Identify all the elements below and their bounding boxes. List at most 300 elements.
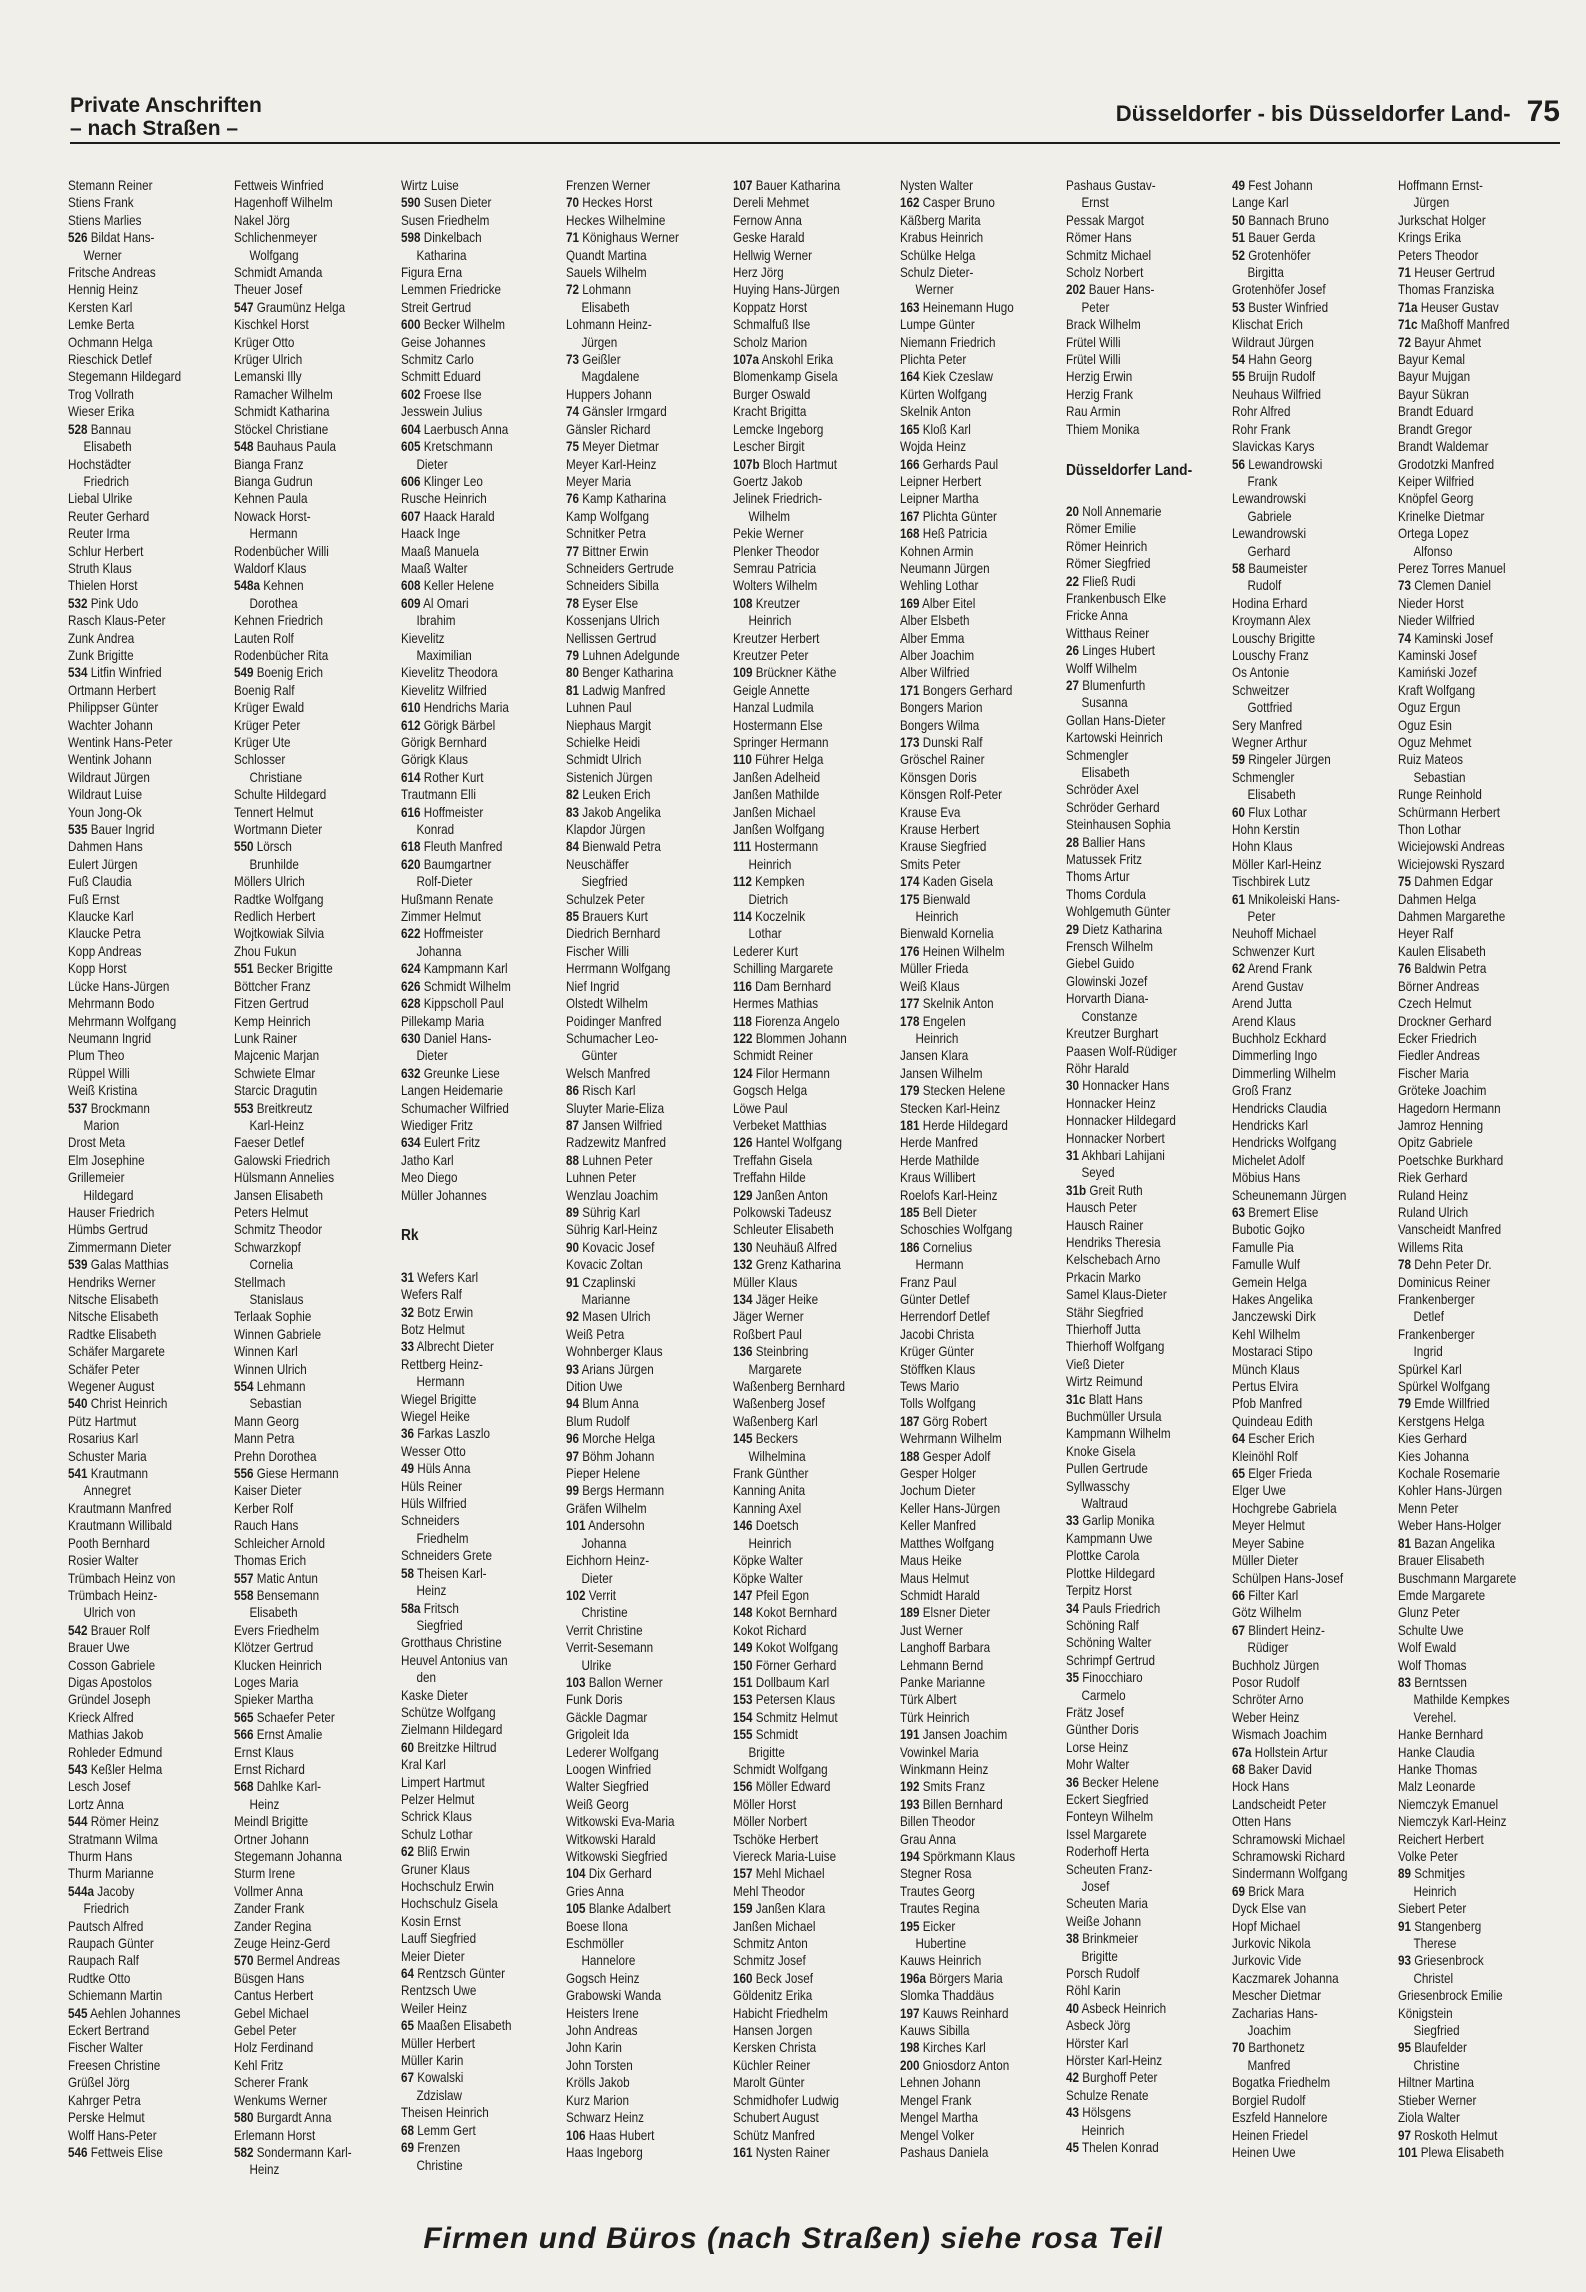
entry-continuation: Seyed xyxy=(1081,1165,1115,1181)
resident-entry: Fettweis Winfried xyxy=(234,178,324,193)
house-number: 136 xyxy=(733,1344,753,1360)
resident-entry: Issel Margarete xyxy=(1066,1826,1147,1842)
address-entry xyxy=(1066,1077,1204,1094)
resident-name: Susen Dieter xyxy=(420,195,492,211)
address-entry xyxy=(1398,1918,1536,1935)
resident-entry: Fritsche Andreas xyxy=(68,265,156,281)
resident-entry: Pashaus Gustav- xyxy=(1066,178,1156,193)
resident-entry: Verbeket Matthias xyxy=(733,1117,827,1133)
resident-entry: Eszfeld Hannelore xyxy=(1232,2110,1328,2126)
resident-entry: Smits Peter xyxy=(900,856,961,872)
house-number: 539 xyxy=(68,1257,88,1273)
house-number: 31c xyxy=(1066,1391,1086,1407)
resident-name: Beckers xyxy=(752,1431,798,1447)
house-number: 150 xyxy=(733,1657,753,1673)
resident-name: Filor Hermann xyxy=(752,1065,830,1081)
address-entry xyxy=(1066,677,1204,694)
resident-entry: Semrau Patricia xyxy=(733,560,817,576)
resident-name: Hendrichs Maria xyxy=(420,700,509,716)
resident-entry: Lemmen Friedricke xyxy=(401,282,502,298)
house-number: 34 xyxy=(1066,1600,1080,1616)
entry-continuation: Dieter xyxy=(581,1570,613,1586)
resident-entry: Hochstädter xyxy=(68,456,132,472)
address-entry xyxy=(1398,2127,1536,2144)
address-entry xyxy=(566,1448,704,1465)
address-entry xyxy=(401,1843,539,1860)
address-entry xyxy=(1232,960,1370,977)
resident-entry: Boese Ilona xyxy=(566,1918,628,1934)
resident-entry: Hiltner Martina xyxy=(1398,2075,1475,2091)
resident-entry: Herde Mathilde xyxy=(900,1152,980,1168)
resident-entry: Emde Margarete xyxy=(1398,1587,1486,1603)
resident-entry: Schwarz Heinz xyxy=(566,2110,644,2126)
resident-name: Kauws Reinhard xyxy=(919,2005,1009,2021)
resident-name: Greit Ruth xyxy=(1086,1182,1143,1198)
resident-entry: Hochgrebe Gabriela xyxy=(1232,1500,1337,1516)
resident-name: Noll Annemarie xyxy=(1079,503,1162,519)
house-number: 155 xyxy=(733,1727,753,1743)
entry-continuation: Birgitta xyxy=(1247,265,1284,281)
resident-entry: Famulle Pia xyxy=(1232,1239,1294,1255)
address-entry xyxy=(900,1082,1038,1099)
resident-name: Fettweis Elise xyxy=(87,2144,163,2160)
resident-entry: Digas Apostolos xyxy=(68,1674,152,1690)
address-entry xyxy=(566,1361,704,1378)
resident-entry: Krüger Ulrich xyxy=(234,352,303,368)
resident-entry: Schrimpf Gertrud xyxy=(1066,1652,1156,1668)
entry-continuation: Heinrich xyxy=(748,1535,792,1551)
resident-name: Führer Helga xyxy=(751,752,824,768)
address-entry xyxy=(234,299,372,316)
house-number: 191 xyxy=(900,1727,920,1743)
resident-entry: Möbius Hans xyxy=(1232,1170,1301,1186)
address-entry xyxy=(733,1291,871,1308)
resident-name: Schmidt Wilhelm xyxy=(420,978,511,994)
resident-name: Bannach Bruno xyxy=(1245,212,1329,228)
entry-continuation: Maximilian xyxy=(416,647,472,663)
house-number: 114 xyxy=(733,909,752,925)
resident-entry: Wegner Arthur xyxy=(1232,735,1308,750)
house-number: 544 xyxy=(68,1814,88,1830)
address-entry xyxy=(900,1413,1038,1430)
resident-entry: Kauws Sibilla xyxy=(900,2023,970,2039)
resident-entry: Otten Hans xyxy=(1232,1814,1292,1830)
address-entry xyxy=(566,647,704,664)
resident-entry: Schmidt Reiner xyxy=(733,1048,813,1064)
resident-name: Görigk Bärbel xyxy=(420,717,496,733)
address-entry xyxy=(733,2144,871,2161)
resident-name: Bittner Erwin xyxy=(579,543,649,559)
resident-entry: Stegner Rosa xyxy=(900,1866,972,1882)
resident-entry: Brandt Waldemar xyxy=(1398,439,1489,455)
house-number: 83 xyxy=(566,804,580,820)
house-number: 28 xyxy=(1066,834,1080,850)
resident-entry: Horvarth Diana- xyxy=(1066,991,1149,1007)
resident-entry: Dereli Mehmet xyxy=(733,195,810,211)
resident-name: Kiek Czeslaw xyxy=(919,369,993,385)
resident-name: Bauer Katharina xyxy=(752,178,841,193)
address-entry xyxy=(401,1965,539,1982)
resident-entry: Scherer Frank xyxy=(234,2075,309,2091)
resident-entry: Geigle Annette xyxy=(733,682,810,698)
resident-entry: Kievelitz xyxy=(401,630,445,646)
entry-continuation: Elisabeth xyxy=(1247,787,1296,803)
house-number: 43 xyxy=(1066,2105,1080,2121)
resident-name: Benger Katharina xyxy=(579,665,674,681)
resident-entry: Meo Diego xyxy=(401,1170,458,1186)
resident-name: Hölsgens xyxy=(1079,2105,1131,2121)
address-entry xyxy=(234,1952,372,1969)
address-entry xyxy=(401,1065,539,1082)
resident-name: Pink Udo xyxy=(87,595,139,611)
house-number: 65 xyxy=(401,2018,415,2034)
resident-entry: Eckert Siegfried xyxy=(1066,1791,1149,1807)
resident-entry: Hodina Erhard xyxy=(1232,595,1308,611)
address-entry xyxy=(1232,1744,1370,1761)
resident-entry: Gries Anna xyxy=(566,1883,624,1899)
resident-entry: Schröder Axel xyxy=(1066,782,1139,798)
resident-entry: Weiler Heinz xyxy=(401,2000,468,2016)
resident-entry: Quandt Martina xyxy=(566,247,647,263)
resident-entry: Hörster Karl xyxy=(1066,2035,1129,2051)
resident-entry: Wegener August xyxy=(68,1379,155,1395)
resident-entry: Köpke Walter xyxy=(733,1553,803,1569)
address-entry xyxy=(68,664,206,681)
entry-continuation: Gerhard xyxy=(1247,543,1291,559)
resident-entry: Mengel Frank xyxy=(900,2092,972,2108)
resident-entry: Schneiders Gertrude xyxy=(566,560,674,576)
house-number: 112 xyxy=(733,874,752,890)
entry-continuation: Ibrahim xyxy=(416,613,456,629)
resident-name: Casper Bruno xyxy=(919,195,995,211)
house-number: 31 xyxy=(401,1269,415,1285)
resident-entry: Wiediger Fritz xyxy=(401,1117,474,1133)
resident-entry: Lücke Hans-Jürgen xyxy=(68,978,170,994)
entry-continuation: Johanna xyxy=(581,1535,627,1551)
resident-entry: Vowinkel Maria xyxy=(900,1744,979,1760)
resident-name: Bremert Elise xyxy=(1245,1204,1319,1220)
entry-continuation: Annegret xyxy=(83,1483,131,1499)
address-entry xyxy=(900,1117,1038,1134)
address-entry xyxy=(1232,299,1370,316)
resident-entry: Wiegel Heike xyxy=(401,1409,470,1425)
address-entry xyxy=(68,821,206,838)
address-entry xyxy=(401,595,539,612)
resident-entry: Posor Rudolf xyxy=(1232,1674,1300,1690)
address-entry xyxy=(401,386,539,403)
resident-entry: Wildraut Jürgen xyxy=(1232,334,1314,350)
house-number: 74 xyxy=(566,404,580,420)
resident-entry: Trautmann Elli xyxy=(401,787,476,803)
resident-entry: Heyer Ralf xyxy=(1398,926,1454,942)
resident-entry: Sturm Irene xyxy=(234,1866,296,1882)
resident-entry: Mehl Theodor xyxy=(733,1883,805,1899)
resident-entry: Stellmach xyxy=(234,1274,286,1290)
address-entry xyxy=(900,456,1038,473)
resident-entry: Funk Doris xyxy=(566,1692,623,1708)
resident-entry: Wiciejowski Ryszard xyxy=(1398,856,1505,872)
resident-name: Garlip Monika xyxy=(1079,1513,1155,1529)
resident-name: Hüls Anna xyxy=(414,1461,471,1477)
resident-entry: Erlemann Horst xyxy=(234,2127,316,2143)
resident-entry: Rusche Heinrich xyxy=(401,491,487,507)
resident-name: Hoffmeister xyxy=(420,926,484,942)
entry-continuation: Jürgen xyxy=(581,334,618,350)
house-number: 122 xyxy=(733,1030,753,1046)
resident-entry: Arend Klaus xyxy=(1232,1013,1296,1029)
resident-entry: Kampmann Wilhelm xyxy=(1066,1426,1171,1442)
resident-entry: Walter Siegfried xyxy=(566,1779,649,1795)
resident-entry: Schleicher Arnold xyxy=(234,1535,325,1551)
address-entry xyxy=(566,1239,704,1256)
resident-entry: Meindl Brigitte xyxy=(234,1814,309,1830)
resident-entry: Burger Oswald xyxy=(733,386,811,402)
address-entry xyxy=(68,1395,206,1412)
address-entry xyxy=(1398,1535,1536,1552)
house-number: 75 xyxy=(566,439,580,455)
spacer xyxy=(1066,438,1204,455)
resident-entry: Schuster Maria xyxy=(68,1448,147,1464)
address-entry xyxy=(234,1100,372,1117)
house-number: 194 xyxy=(900,1849,920,1864)
resident-entry: Schielke Heidi xyxy=(566,735,641,750)
resident-entry: Krabus Heinrich xyxy=(900,230,984,246)
resident-name: Czaplinski xyxy=(579,1274,636,1290)
resident-entry: Haas Ingeborg xyxy=(566,2144,643,2160)
house-number: 59 xyxy=(1232,752,1246,768)
resident-entry: Skelnik Anton xyxy=(900,404,971,420)
house-number: 91 xyxy=(1398,1918,1412,1934)
resident-entry: Witthaus Reiner xyxy=(1066,625,1150,641)
resident-entry: Cosson Gabriele xyxy=(68,1657,156,1673)
resident-entry: Roelofs Karl-Heinz xyxy=(900,1187,998,1203)
resident-entry: Lortz Anna xyxy=(68,1796,124,1812)
address-entry xyxy=(1232,456,1370,473)
resident-entry: Könsgen Rolf-Peter xyxy=(900,787,1003,803)
resident-entry: Kroymann Alex xyxy=(1232,613,1311,629)
resident-name: Akhbari Lahijani xyxy=(1079,1147,1165,1163)
spacer xyxy=(401,1251,539,1268)
house-number: 36 xyxy=(401,1426,415,1442)
resident-entry: Quindeau Edith xyxy=(1232,1413,1313,1429)
resident-entry: Ernst Klaus xyxy=(234,1744,294,1760)
house-number: 614 xyxy=(401,769,421,785)
resident-entry: Kaske Dieter xyxy=(401,1687,468,1703)
resident-name: Dinkelbach xyxy=(420,230,482,246)
resident-entry: Meyer Helmut xyxy=(1232,1518,1305,1534)
resident-entry: Thomas Erich xyxy=(234,1553,307,1569)
resident-name: Roskoth Helmut xyxy=(1411,2127,1498,2143)
entry-continuation: Peter xyxy=(1081,299,1110,315)
entry-continuation: Werner xyxy=(915,282,954,298)
house-number: 620 xyxy=(401,856,421,872)
house-number: 605 xyxy=(401,439,421,455)
house-number: 95 xyxy=(1398,2040,1412,2056)
resident-entry: Schneiders xyxy=(401,1513,460,1529)
resident-entry: Kosin Ernst xyxy=(401,1913,461,1929)
house-number: 202 xyxy=(1066,282,1086,298)
resident-entry: Witkowski Harald xyxy=(566,1831,656,1847)
address-entry xyxy=(733,456,871,473)
resident-entry: Hohn Klaus xyxy=(1232,839,1293,855)
resident-name: Jansen Joachim xyxy=(919,1727,1008,1743)
address-entry xyxy=(566,490,704,507)
address-entry xyxy=(1232,560,1370,577)
resident-name: Börgers Maria xyxy=(926,1970,1003,1986)
resident-entry: Dimmerling Wilhelm xyxy=(1232,1065,1336,1081)
resident-entry: Kievelitz Wilfried xyxy=(401,682,487,698)
address-entry xyxy=(900,2039,1038,2056)
house-number: 126 xyxy=(733,1135,753,1151)
resident-entry: Müller Karin xyxy=(401,2053,464,2069)
address-entry xyxy=(1232,1761,1370,1778)
house-number: 63 xyxy=(1232,1204,1246,1220)
resident-entry: Müller Klaus xyxy=(733,1274,798,1290)
entry-continuation: Heinrich xyxy=(915,909,959,925)
resident-entry: Fischer Walter xyxy=(68,2040,143,2056)
resident-entry: Wolff Hans-Peter xyxy=(68,2127,157,2143)
resident-name: Kretschmann xyxy=(420,439,493,455)
resident-entry: Kohler Hans-Jürgen xyxy=(1398,1483,1502,1499)
resident-entry: Oguz Esin xyxy=(1398,717,1452,733)
resident-entry: Krüger Ute xyxy=(234,735,291,750)
resident-entry: Mostaraci Stipo xyxy=(1232,1344,1313,1360)
resident-entry: Kraus Willibert xyxy=(900,1170,976,1186)
resident-entry: Hendriks Theresia xyxy=(1066,1234,1161,1250)
entry-continuation: Manfred xyxy=(1247,2057,1291,2073)
resident-name: Kaminski Josef xyxy=(1411,630,1493,646)
address-entry xyxy=(1398,1952,1536,1969)
resident-entry: Janßen Michael xyxy=(733,804,816,820)
resident-entry: Klaucke Petra xyxy=(68,926,141,942)
resident-name: Kowalski xyxy=(414,2070,464,2086)
resident-entry: Tischbirek Lutz xyxy=(1232,874,1311,890)
resident-entry: Holz Ferdinand xyxy=(234,2040,314,2056)
entry-continuation: Dieter xyxy=(416,456,448,472)
resident-entry: Rüppel Willi xyxy=(68,1065,130,1081)
house-number: 602 xyxy=(401,386,421,402)
entry-continuation: Brigitte xyxy=(1081,1948,1118,1964)
house-number: 92 xyxy=(566,1309,580,1325)
resident-entry: Klapdor Jürgen xyxy=(566,822,646,838)
entry-continuation: Stanislaus xyxy=(249,1292,304,1307)
resident-entry: Plum Theo xyxy=(68,1048,125,1064)
resident-entry: Vollmer Anna xyxy=(234,1883,303,1899)
resident-entry: Honnacker Norbert xyxy=(1066,1130,1165,1146)
resident-entry: Alber Emma xyxy=(900,630,965,646)
entry-continuation: Marion xyxy=(83,1117,120,1133)
address-entry xyxy=(1066,281,1204,298)
resident-entry: Schmitz Josef xyxy=(733,1953,806,1969)
resident-name: Gerhards Paul xyxy=(919,456,999,472)
resident-entry: Grau Anna xyxy=(900,1831,956,1847)
resident-name: Grenz Katharina xyxy=(752,1257,841,1273)
resident-entry: Dahmen Helga xyxy=(1398,891,1476,907)
house-number: 72 xyxy=(566,282,580,298)
address-entry xyxy=(401,995,539,1012)
resident-entry: Oguz Ergun xyxy=(1398,700,1461,716)
spacer xyxy=(1066,486,1204,503)
resident-entry: Blum Rudolf xyxy=(566,1413,630,1429)
house-number: 193 xyxy=(900,1796,920,1812)
resident-entry: Wefers Ralf xyxy=(401,1287,462,1303)
resident-entry: Struth Klaus xyxy=(68,560,132,576)
entry-continuation: Elisabeth xyxy=(1081,765,1130,780)
address-entry xyxy=(733,177,871,194)
resident-entry: Gesper Holger xyxy=(900,1466,977,1482)
resident-entry: Michelet Adolf xyxy=(1232,1152,1305,1168)
address-entry xyxy=(1066,1669,1204,1686)
resident-entry: Zunk Andrea xyxy=(68,630,135,646)
resident-entry: Kamp Wolfgang xyxy=(566,508,649,524)
resident-name: Verrit xyxy=(585,1587,617,1603)
resident-name: Billen Bernhard xyxy=(919,1796,1003,1812)
resident-name: Daniel Hans- xyxy=(420,1030,492,1046)
address-entry xyxy=(1398,1256,1536,1273)
entry-continuation: Zdzislaw xyxy=(416,2087,462,2103)
resident-name: Andersohn xyxy=(585,1518,645,1534)
house-number: 76 xyxy=(1398,961,1412,977)
address-entry xyxy=(68,421,206,438)
resident-entry: Famulle Wulf xyxy=(1232,1257,1301,1273)
resident-entry: Dimmerling Ingo xyxy=(1232,1048,1318,1064)
resident-entry: Winnen Gabriele xyxy=(234,1326,322,1342)
resident-entry: Hagedorn Hermann xyxy=(1398,1100,1501,1116)
address-entry xyxy=(1066,1930,1204,1947)
house-number: 197 xyxy=(900,2005,920,2021)
house-number: 75 xyxy=(1398,874,1412,890)
house-number: 600 xyxy=(401,317,421,333)
resident-entry: Stratmann Wilma xyxy=(68,1831,158,1847)
directory-column xyxy=(1232,177,1392,2161)
resident-name: Baker David xyxy=(1245,1761,1312,1777)
house-number: 165 xyxy=(900,421,920,437)
resident-entry: Schlosser xyxy=(234,752,286,768)
address-entry xyxy=(900,943,1038,960)
address-entry xyxy=(401,194,539,211)
house-number: 76 xyxy=(566,491,580,507)
house-number: 535 xyxy=(68,822,88,838)
house-number: 134 xyxy=(733,1292,753,1307)
house-number: 612 xyxy=(401,717,421,733)
house-number: 616 xyxy=(401,804,421,820)
house-number: 626 xyxy=(401,978,421,994)
resident-entry: Polkowski Tadeusz xyxy=(733,1204,832,1220)
house-number: 110 xyxy=(733,752,752,768)
address-entry xyxy=(1398,1395,1536,1412)
resident-entry: Grabowski Wanda xyxy=(566,1988,662,2004)
resident-name: Römer Heinz xyxy=(87,1814,159,1830)
resident-name: Geißler xyxy=(579,352,621,368)
entry-continuation: Friedhelm xyxy=(416,1530,469,1546)
resident-entry: Stecken Karl-Heinz xyxy=(900,1100,1001,1116)
address-entry xyxy=(401,1304,539,1321)
resident-entry: Jansen Elisabeth xyxy=(234,1187,324,1203)
entry-continuation: Heinrich xyxy=(748,613,792,629)
address-entry xyxy=(68,595,206,612)
resident-entry: Eckert Bertrand xyxy=(68,2023,150,2039)
resident-name: Luhnen Peter xyxy=(579,1152,653,1168)
house-number: 568 xyxy=(234,1779,254,1795)
house-number: 628 xyxy=(401,996,421,1012)
house-number: 96 xyxy=(566,1431,580,1447)
resident-entry: Plichta Peter xyxy=(900,352,967,368)
address-entry xyxy=(733,1657,871,1674)
entry-continuation: Hermann xyxy=(416,1374,465,1390)
page-number: 75 xyxy=(1526,95,1560,128)
resident-entry: Hock Hans xyxy=(1232,1779,1290,1795)
resident-entry: Schmitz Theodor xyxy=(234,1222,323,1238)
